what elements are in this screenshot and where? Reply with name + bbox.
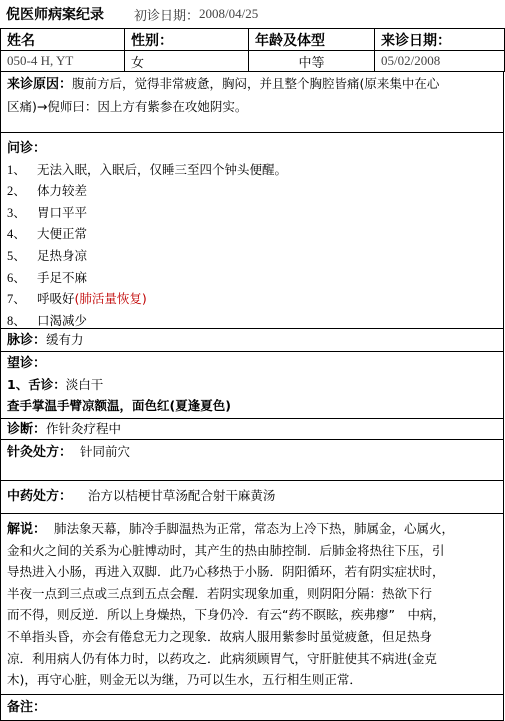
inquiry-section xyxy=(0,133,504,329)
reason-label: 来诊原因： xyxy=(7,77,73,92)
acupuncture-label: 针灸处方： xyxy=(7,445,73,460)
visit-date-header: 来诊日期： xyxy=(375,29,505,51)
first-visit-label: 初诊日期： xyxy=(134,8,200,24)
explanation-line: 肺法象天幕，肺冷手脚温热为正常，常态为上冷下热，肺属金，心属火， xyxy=(53,521,454,536)
herbal-section xyxy=(0,481,504,514)
remarks-section xyxy=(0,695,504,721)
explanation-line: 而不得，则反逆．所以上身燥热，下身仍冷．有云“药不瞑眩，疾弗瘳” 中病， xyxy=(7,607,445,623)
inquiry-item: 5、 足热身凉 xyxy=(7,247,88,263)
first-visit-date: 2008/04/25 xyxy=(199,6,259,21)
tongue-label: 舌诊： xyxy=(28,376,66,392)
inquiry-item: 3、 胃口平平 xyxy=(7,204,88,220)
inquiry-item: 1、 无法入眠，入眠后，仅睡三至四个钟头便醒。 xyxy=(7,161,288,177)
diagnosis-text: 作针灸疗程中 xyxy=(46,421,122,436)
palm-observation: 查手掌温手臂凉额温，面色红(夏逢夏色) xyxy=(7,398,231,414)
acupuncture-section xyxy=(0,440,504,481)
inquiry-item: 2、 体力较差 xyxy=(7,183,88,199)
gender-header: 性别： xyxy=(125,29,249,51)
acupuncture-text: 针同前穴 xyxy=(79,444,130,459)
inquiry-item: 6、 手足不麻 xyxy=(7,269,88,285)
inquiry-item: 4、 大便正常 xyxy=(7,226,88,242)
reason-line-1: 腹前方后，觉得非常疲惫，胸闷，并且整个胸腔皆痛(原来集中在心 xyxy=(72,76,440,91)
pulse-label: 脉诊： xyxy=(7,333,47,348)
inquiry-label: 问诊： xyxy=(7,141,47,156)
patient-info-table xyxy=(0,28,505,72)
remarks-label: 备注： xyxy=(7,700,47,715)
name-header: 姓名 xyxy=(1,29,125,51)
diagnosis-section xyxy=(0,419,504,440)
visit-date: 05/02/2008 xyxy=(375,51,505,72)
observation-label: 望诊： xyxy=(7,356,47,371)
lung-capacity-note: (肺活量恢复) xyxy=(74,291,147,307)
explanation-line: 导热进入小肠，再进入双脚．此乃心移热于小肠．阴阳循环，若有阴实症状时， xyxy=(7,564,445,580)
inquiry-item: 8、 口渴减少 xyxy=(7,312,88,328)
tongue-text: 淡白干 xyxy=(65,376,104,392)
age-build-header: 年龄及体型 xyxy=(249,29,375,51)
patient-gender: 女 xyxy=(125,51,249,72)
info-value-row xyxy=(1,51,505,72)
diagnosis-label: 诊断： xyxy=(7,422,47,437)
info-header-row xyxy=(1,29,505,51)
record-title: 倪医师病案纪录 xyxy=(6,7,104,23)
observation-section: 望诊： 1、舌诊：淡白干 查手掌温手臂凉额温，面色红(夏逢夏色) xyxy=(0,352,504,419)
reason-section xyxy=(0,71,504,133)
pulse-text: 缓有力 xyxy=(46,332,84,347)
patient-name: 050-4 H, YT xyxy=(1,51,125,72)
reason-line-2: 区痛)→倪师曰：因上方有紫参在攻她阴实。 xyxy=(7,99,248,114)
pulse-section xyxy=(0,329,504,352)
herbal-text: 治方以桔梗甘草汤配合射干麻黄汤 xyxy=(87,488,276,503)
explanation-label: 解说： xyxy=(7,522,47,537)
explanation-line: 凉．利用病人仍有体力时，以药攻之．此病须顾胃气，守肝脏使其不病进(金克 xyxy=(7,650,437,666)
patient-build: 中等 xyxy=(249,51,375,72)
explanation-section xyxy=(0,514,504,695)
explanation-line: 木)，再守心脏，则金无以为继，乃可以生水，五行相生则正常． xyxy=(7,672,362,688)
explanation-line: 不单指头昏，亦会有倦怠无力之现象．故病人服用紫参时虽觉疲惫，但足热身 xyxy=(7,628,433,644)
record-header xyxy=(0,0,505,28)
explanation-line: 半夜一点到三点或三点到五点会醒．若阴实现象加重，则阴阳分隔：热欲下行 xyxy=(7,585,433,601)
inquiry-item: 7、 呼吸好(肺活量恢复) xyxy=(7,291,147,307)
explanation-line: 金和火之间的关系为心脏博动时，其产生的热由肺控制．后肺金将热往下压，引 xyxy=(7,542,445,558)
herbal-label: 中药处方： xyxy=(7,489,73,504)
